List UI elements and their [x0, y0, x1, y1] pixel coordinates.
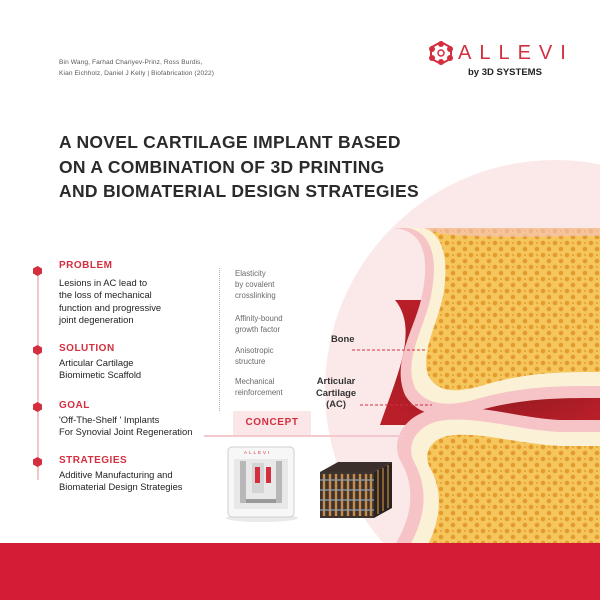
- logo-wordmark: ALLEVI: [458, 42, 574, 64]
- strategies-text: [59, 469, 183, 494]
- bioprinter-image: [222, 443, 302, 523]
- problem-heading: PROBLEM: [59, 260, 113, 271]
- goal-line: 'Off-The-Shelf ' Implants: [59, 414, 160, 425]
- logo-subtitle: by 3D SYSTEMS: [468, 67, 542, 78]
- concept-line: crosslinking: [235, 291, 276, 300]
- problem-line: the loss of mechanical: [59, 289, 152, 301]
- printer-brand-label: ALLEVI: [244, 450, 272, 455]
- bone-label: Bone: [331, 333, 355, 344]
- concept-line: Affinity-bound: [235, 314, 283, 323]
- concept-item-elasticity: [235, 268, 276, 301]
- solution-line: Articular Cartilage: [59, 357, 134, 368]
- solution-line: Biomimetic Scaffold: [59, 369, 142, 381]
- title-line-3: AND BIOMATERIAL DESIGN STRATEGIES: [59, 181, 419, 201]
- concept-item-anisotropic: [235, 345, 274, 367]
- goal-line: For Synovial Joint Regeneration: [59, 426, 193, 438]
- ac-label-line: Articular: [316, 375, 356, 386]
- title-line-1: A NOVEL CARTILAGE IMPLANT BASED: [59, 132, 401, 152]
- ac-label-line: (AC): [326, 398, 346, 409]
- problem-text: [59, 277, 161, 326]
- solution-text: [59, 357, 141, 382]
- goal-text: [59, 414, 192, 439]
- concept-line: reinforcement: [235, 388, 283, 397]
- footer-band: [0, 543, 600, 600]
- concept-badge: CONCEPT: [233, 411, 311, 435]
- strategies-heading: STRATEGIES: [59, 455, 128, 466]
- ac-label-line: Cartilage: [316, 386, 357, 398]
- authors-line-2: Kian Eichholz, Daniel J Kelly | Biofabrication (2022): [59, 70, 215, 77]
- concept-divider: [219, 268, 220, 411]
- title-line-2: ON A COMBINATION OF 3D PRINTING: [59, 156, 385, 177]
- concept-line: growth factor: [235, 325, 281, 334]
- solution-heading: SOLUTION: [59, 343, 115, 354]
- concept-line: by covalent: [235, 280, 275, 289]
- concept-item-mechanical: [235, 376, 283, 398]
- concept-line: Elasticity: [235, 269, 266, 278]
- problem-line: function and progressive: [59, 301, 162, 313]
- concept-line: Mechanical: [235, 377, 275, 386]
- strategies-line: Additive Manufacturing and: [59, 469, 173, 480]
- timeline-line: [37, 270, 39, 480]
- problem-line: Lesions in AC lead to: [59, 277, 148, 288]
- authors-line-1: Bin Wang, Farhad Chariyev-Prinz, Ross Burdis,: [59, 59, 203, 66]
- scaffold-image: [316, 458, 396, 520]
- concept-item-growth-factor: [235, 313, 283, 335]
- concept-line: Anisotropic: [235, 346, 274, 355]
- problem-line: joint degeneration: [59, 313, 134, 325]
- concept-line: structure: [235, 357, 266, 366]
- articular-cartilage-label: [316, 375, 356, 410]
- goal-heading: GOAL: [59, 400, 90, 411]
- concept-underline: [204, 435, 404, 437]
- strategies-line: Biomaterial Design Strategies: [59, 481, 183, 493]
